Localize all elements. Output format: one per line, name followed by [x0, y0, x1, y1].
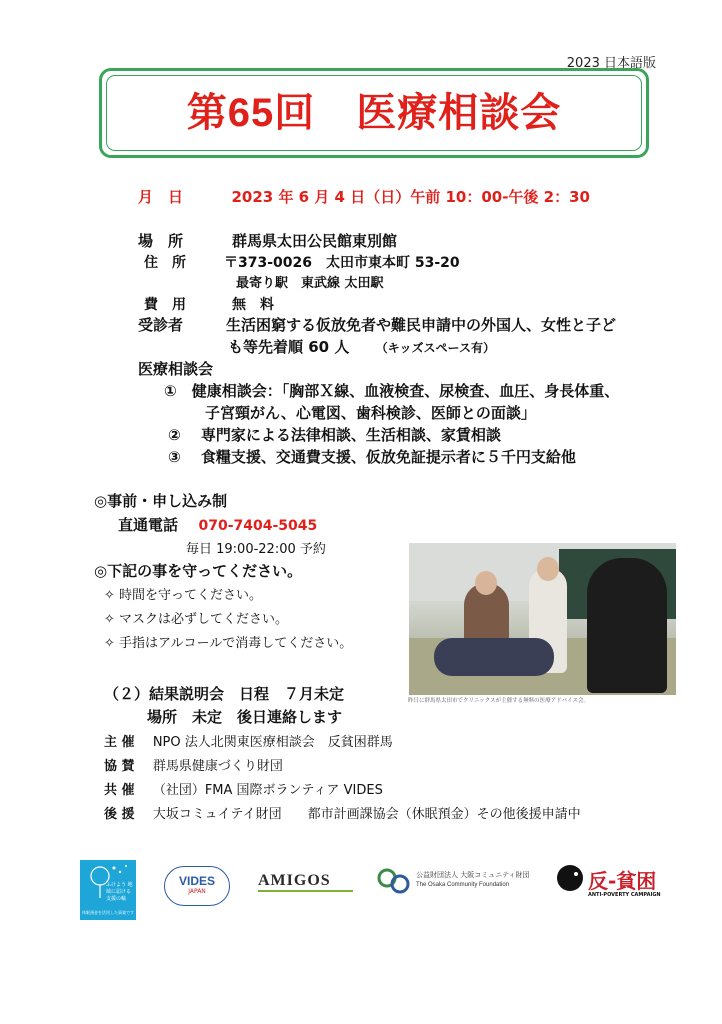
services-heading: 医療相談会 [138, 360, 214, 378]
foundation-mark-icon [376, 866, 412, 896]
eligibility-line1: 生活困窮する仮放免者や難民申請中の外国人、女性と子ど [226, 316, 617, 334]
results-line1: （２）結果説明会 日程 ７月未定 [104, 685, 345, 703]
rule-item: ✧ マスクは必ずしてください。 [104, 612, 289, 627]
venue-value: 群馬県太田公民館東別館 [232, 232, 398, 250]
organizer-label: 主 催 [104, 735, 135, 750]
title-frame [99, 68, 649, 158]
service-item-3: ③ 食糧支援、交通費支援、仮放免証提示者に５千円支給他 [168, 448, 576, 466]
antipoverty-sub: ANTI-POVERTY CAMPAIGN [588, 892, 661, 898]
service-item-1-line1: ① 健康相談会：「胸部Ｘ線、血液検査、尿検査、血圧、身長体重、 [164, 382, 620, 400]
date-value: 2023 年 6 月 4 日（日）午前 10：00-午後 2：30 [231, 188, 590, 206]
venue-label: 場 所 [138, 232, 184, 250]
osaka-foundation-logo [376, 866, 536, 900]
organizer-row [104, 731, 393, 750]
kyumin-text: ふけよう 地域に届ける 支援の輪 [106, 882, 133, 902]
fee-label: 費 用 [144, 297, 186, 313]
osaka-en: The Osaka Community Foundation [416, 882, 510, 888]
head-silhouette-icon [556, 864, 586, 894]
address-line1: 〒373-0026 太田市東本町 53-20 [224, 255, 460, 271]
rule-item: ✧ 手指はアルコールで消毒してください。 [104, 636, 353, 651]
vides-text: VIDES [178, 874, 215, 888]
page-title: 第65回 医療相談会 [186, 91, 562, 135]
organizer-value: （社団）FMA 国際ボランティア VIDES [152, 783, 383, 798]
kyumin-sub: 休眠預金を活用した事業です [82, 910, 134, 915]
osaka-jp: 公益財団法人 大阪コミュニティ財団 [416, 871, 530, 879]
kyumin-logo [80, 860, 136, 920]
photo-caption: 昨日に群馬県太田市でクリニックスが主催する無料の医療アドバイス会。 [408, 698, 589, 704]
organizer-value: 群馬県健康づくり財団 [152, 759, 283, 774]
address-label: 住 所 [144, 255, 186, 271]
date-label: 月 日 [138, 188, 184, 206]
reservation-hours: 毎日 19:00-22:00 予約 [186, 542, 326, 557]
organizer-row [104, 755, 283, 774]
organizer-label: 共 催 [104, 783, 135, 798]
vides-sub: JAPAN [188, 888, 206, 895]
eligibility-line2-text: も等先着順 60 人 [228, 338, 350, 356]
fee-value: 無 料 [232, 297, 274, 313]
organizer-label: 協 賛 [104, 759, 135, 774]
organizer-row [104, 803, 581, 822]
eligibility-line2 [228, 336, 495, 357]
rules-heading: ◎下記の事を守ってください。 [94, 562, 303, 580]
phone-label: 直通電話 [118, 516, 179, 534]
organizer-value: NPO 法人北関東医療相談会 反貧困群馬 [152, 735, 393, 750]
results-line2: 場所 未定 後日連絡します [147, 708, 343, 726]
address-line2: 最寄り駅 東武線 太田駅 [236, 276, 384, 291]
edition-label: 2023 日本語版 [566, 56, 656, 71]
phone-row [118, 514, 317, 535]
vides-logo [164, 866, 230, 906]
organizer-label: 後 援 [104, 807, 135, 822]
antipoverty-logo [556, 864, 666, 904]
organizer-value: 大坂コミュイテイ財団 都市計画課協会（休眠預金）その他後援申請中 [152, 807, 581, 822]
antipoverty-text [588, 865, 656, 894]
service-item-2: ② 専門家による法律相談、生活相談、家賃相談 [168, 426, 501, 444]
date-row [138, 186, 590, 207]
reservation-heading: ◎事前・申し込み制 [94, 492, 228, 510]
service-item-1-line2: 子宮頸がん、心電図、歯科検診、医師との面談」 [205, 404, 536, 422]
phone-number[interactable]: 070-7404-5045 [198, 518, 318, 534]
organizer-row [104, 779, 383, 798]
amigos-text: AMIGOS [258, 872, 353, 892]
eligibility-label: 受診者 [138, 316, 184, 334]
event-photo [409, 543, 676, 695]
antipoverty-title: 反-貧困 [588, 869, 657, 893]
rule-item: ✧ 時間を守ってください。 [104, 588, 263, 603]
eligibility-note: （キッズスペース有） [375, 341, 495, 355]
amigos-logo [258, 872, 353, 898]
